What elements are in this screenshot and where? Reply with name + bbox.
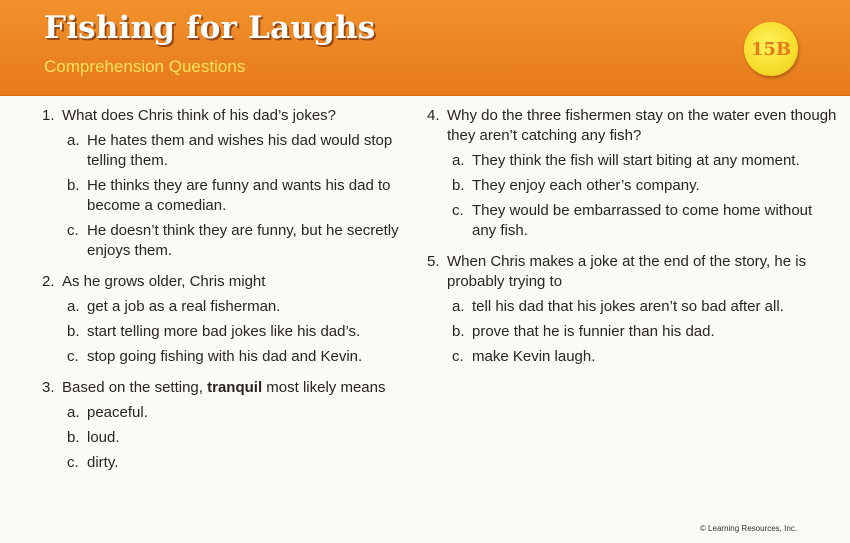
questions-column-right — [427, 106, 837, 378]
questions-column-left — [42, 106, 412, 484]
answer-option — [42, 297, 412, 317]
option-text: He doesn’t think they are funny, but he secretly enjoys them. — [87, 222, 399, 259]
option-text: They enjoy each other’s company. — [472, 177, 700, 194]
question-text: When Chris makes a joke at the end of the story, he is probably trying to — [447, 253, 807, 290]
answer-option — [42, 428, 412, 448]
answer-option — [42, 221, 412, 261]
copyright-notice: © Learning Resources, Inc. — [699, 524, 797, 533]
card-header — [0, 0, 850, 96]
answer-option — [42, 453, 412, 473]
option-letter: c. — [452, 348, 464, 365]
option-text: They would be embarrassed to come home without any fish. — [472, 202, 813, 239]
option-letter: a. — [452, 298, 465, 315]
answer-option — [42, 131, 412, 171]
option-text: dirty. — [87, 454, 119, 471]
option-letter: a. — [452, 152, 465, 169]
question-text: Why do the three fishermen stay on the water even though they aren’t catching any fish? — [447, 107, 837, 144]
option-letter: b. — [67, 323, 80, 340]
answer-option — [427, 151, 837, 171]
option-letter: a. — [67, 132, 80, 149]
vocabulary-word: tranquil — [207, 379, 263, 396]
answer-option — [42, 176, 412, 216]
answer-option — [42, 403, 412, 423]
question-text-after: most likely means — [262, 379, 386, 396]
answer-option — [42, 347, 412, 367]
answer-option — [427, 176, 837, 196]
option-text: start telling more bad jokes like his dad’s. — [87, 323, 361, 340]
option-letter: b. — [452, 323, 465, 340]
question-3 — [42, 378, 412, 473]
card-subtitle: Comprehension Questions — [44, 57, 246, 76]
question-number: 1. — [42, 107, 55, 124]
question-2 — [42, 272, 412, 367]
question-number: 4. — [427, 107, 440, 124]
question-4 — [427, 106, 837, 241]
option-text: loud. — [87, 429, 120, 446]
answer-option — [427, 201, 837, 241]
option-letter: a. — [67, 298, 80, 315]
question-1 — [42, 106, 412, 261]
answer-option — [427, 297, 837, 317]
question-text: As he grows older, Chris might — [62, 273, 266, 290]
badge-label: 15B — [750, 38, 792, 60]
question-number: 3. — [42, 379, 55, 396]
option-text: stop going fishing with his dad and Kevin. — [87, 348, 363, 365]
option-text: He thinks they are funny and wants his dad to become a comedian. — [87, 177, 391, 214]
option-text: peaceful. — [87, 404, 148, 421]
question-number: 2. — [42, 273, 55, 290]
option-letter: c. — [452, 202, 464, 219]
option-letter: b. — [67, 429, 80, 446]
option-text: get a job as a real fisherman. — [87, 298, 281, 315]
answer-option — [427, 347, 837, 367]
answer-option — [427, 322, 837, 342]
option-text: make Kevin laugh. — [472, 348, 596, 365]
question-5 — [427, 252, 837, 367]
option-letter: c. — [67, 348, 79, 365]
option-text: tell his dad that his jokes aren’t so bad after all. — [472, 298, 784, 315]
option-text: prove that he is funnier than his dad. — [472, 323, 715, 340]
card-title: Fishing for Laughs — [44, 10, 376, 46]
option-text: They think the fish will start biting at any moment. — [472, 152, 800, 169]
answer-option — [42, 322, 412, 342]
option-letter: c. — [67, 454, 79, 471]
option-letter: a. — [67, 404, 80, 421]
question-text — [62, 378, 412, 398]
question-number: 5. — [427, 253, 440, 270]
option-letter: b. — [452, 177, 465, 194]
question-text: What does Chris think of his dad’s jokes? — [62, 107, 337, 124]
question-text-before: Based on the setting, — [62, 379, 208, 396]
option-letter: c. — [67, 222, 79, 239]
card-number-badge — [744, 22, 798, 76]
option-text: He hates them and wishes his dad would stop telling them. — [87, 132, 393, 169]
option-letter: b. — [67, 177, 80, 194]
